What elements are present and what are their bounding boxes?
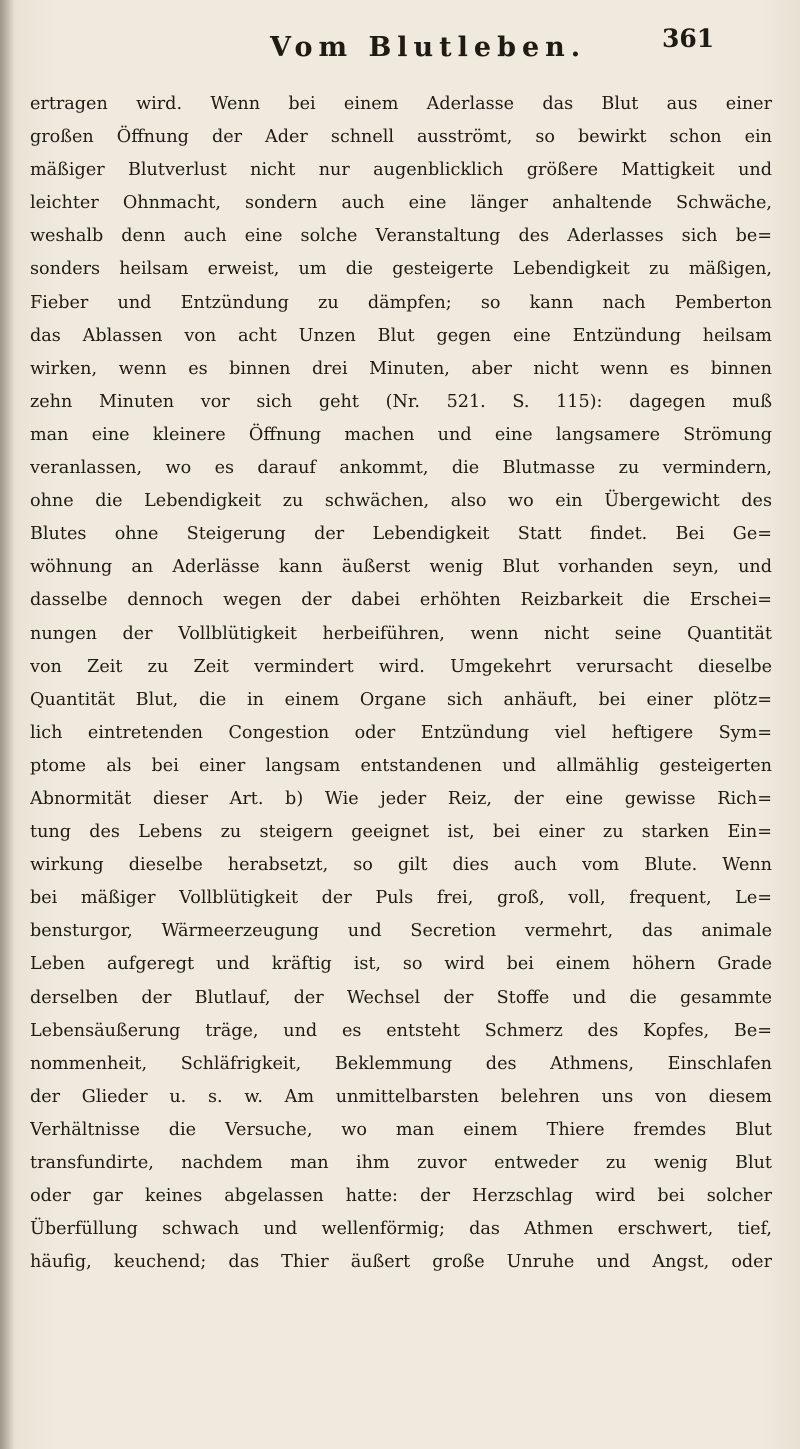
- spine-shadow: [0, 0, 14, 1449]
- text-line: Leben aufgeregt und kräftig ist, so wird bei einem höhern Grade: [30, 954, 772, 975]
- text-line: mäßiger Blutverlust nicht nur augenblicklich größere Mattigkeit und: [30, 160, 772, 181]
- text-line: wöhnung an Aderlässe kann äußerst wenig Blut vorhanden seyn, und: [30, 557, 772, 578]
- text-line: man eine kleinere Öffnung machen und eine langsamere Strömung: [30, 424, 772, 445]
- text-line: Abnormität dieser Art. b) Wie jeder Reiz, der eine gewisse Rich=: [30, 788, 772, 809]
- text-line: lich eintretenden Congestion oder Entzündung viel heftigere Sym=: [30, 722, 772, 743]
- text-line: von Zeit zu Zeit vermindert wird. Umgekehrt verursacht dieselbe: [30, 656, 772, 677]
- text-line: oder gar keines abgelassen hatte: der Herzschlag wird bei solcher: [30, 1186, 772, 1207]
- text-line: transfundirte, nachdem man ihm zuvor entweder zu wenig Blut: [30, 1153, 772, 1173]
- text-line: wirkung dieselbe herabsetzt, so gilt dies auch vom Blute. Wenn: [30, 855, 772, 876]
- body-text: [30, 88, 772, 1279]
- text-line: Überfüllung schwach und wellenförmig; das Athmen erschwert, tief,: [30, 1219, 772, 1240]
- text-line: tung des Lebens zu steigern geeignet ist, bei einer zu starken Ein=: [30, 822, 772, 843]
- text-line: ertragen wird. Wenn bei einem Aderlasse das Blut aus einer: [30, 94, 772, 114]
- page-header: [0, 22, 800, 72]
- text-line: Fieber und Entzündung zu dämpfen; so kann nach Pemberton: [30, 292, 772, 313]
- text-line: Blutes ohne Steigerung der Lebendigkeit Statt findet. Bei Ge=: [30, 524, 772, 545]
- text-line: der Glieder u. s. w. Am unmittelbarsten belehren uns von diesem: [30, 1086, 772, 1107]
- page-number: 361: [662, 24, 715, 53]
- text-line: dasselbe dennoch wegen der dabei erhöhten Reizbarkeit die Erschei=: [30, 590, 772, 611]
- text-line: großen Öffnung der Ader schnell ausströmt, so bewirkt schon ein: [30, 127, 772, 148]
- text-line: derselben der Blutlauf, der Wechsel der Stoffe und die gesammte: [30, 987, 772, 1008]
- text-line: das Ablassen von acht Unzen Blut gegen eine Entzündung heilsam: [30, 325, 772, 346]
- text-line: veranlassen, wo es darauf ankommt, die Blutmasse zu vermindern,: [30, 458, 772, 479]
- text-line: bei mäßiger Vollblütigkeit der Puls frei, groß, voll, frequent, Le=: [30, 888, 772, 909]
- text-line: weshalb denn auch eine solche Veranstaltung des Aderlasses sich be=: [30, 226, 772, 247]
- text-line: Lebensäußerung träge, und es entsteht Schmerz des Kopfes, Be=: [30, 1020, 772, 1041]
- text-line: Verhältnisse die Versuche, wo man einem Thiere fremdes Blut: [30, 1119, 772, 1140]
- text-line: nungen der Vollblütigkeit herbeiführen, wenn nicht seine Quantität: [30, 623, 772, 644]
- text-line: leichter Ohnmacht, sondern auch eine länger anhaltende Schwäche,: [30, 193, 772, 214]
- text-line: ohne die Lebendigkeit zu schwächen, also wo ein Übergewicht des: [30, 491, 772, 512]
- text-line: nommenheit, Schläfrigkeit, Beklemmung des Athmens, Einschlafen: [30, 1053, 772, 1074]
- text-line: zehn Minuten vor sich geht (Nr. 521. S. 115): dagegen muß: [30, 391, 772, 412]
- running-title: Vom Blutleben.: [270, 32, 587, 63]
- text-line: häufig, keuchend; das Thier äußert große Unruhe und Angst, oder: [30, 1252, 772, 1273]
- text-line: ptome als bei einer langsam entstandenen und allmählig gesteigerten: [30, 755, 772, 776]
- text-line: sonders heilsam erweist, um die gesteigerte Lebendigkeit zu mäßigen,: [30, 259, 772, 280]
- text-line: wirken, wenn es binnen drei Minuten, aber nicht wenn es binnen: [30, 358, 772, 379]
- text-line: bensturgor, Wärmeerzeugung und Secretion vermehrt, das animale: [30, 921, 772, 942]
- text-line: Quantität Blut, die in einem Organe sich anhäuft, bei einer plötz=: [30, 689, 772, 710]
